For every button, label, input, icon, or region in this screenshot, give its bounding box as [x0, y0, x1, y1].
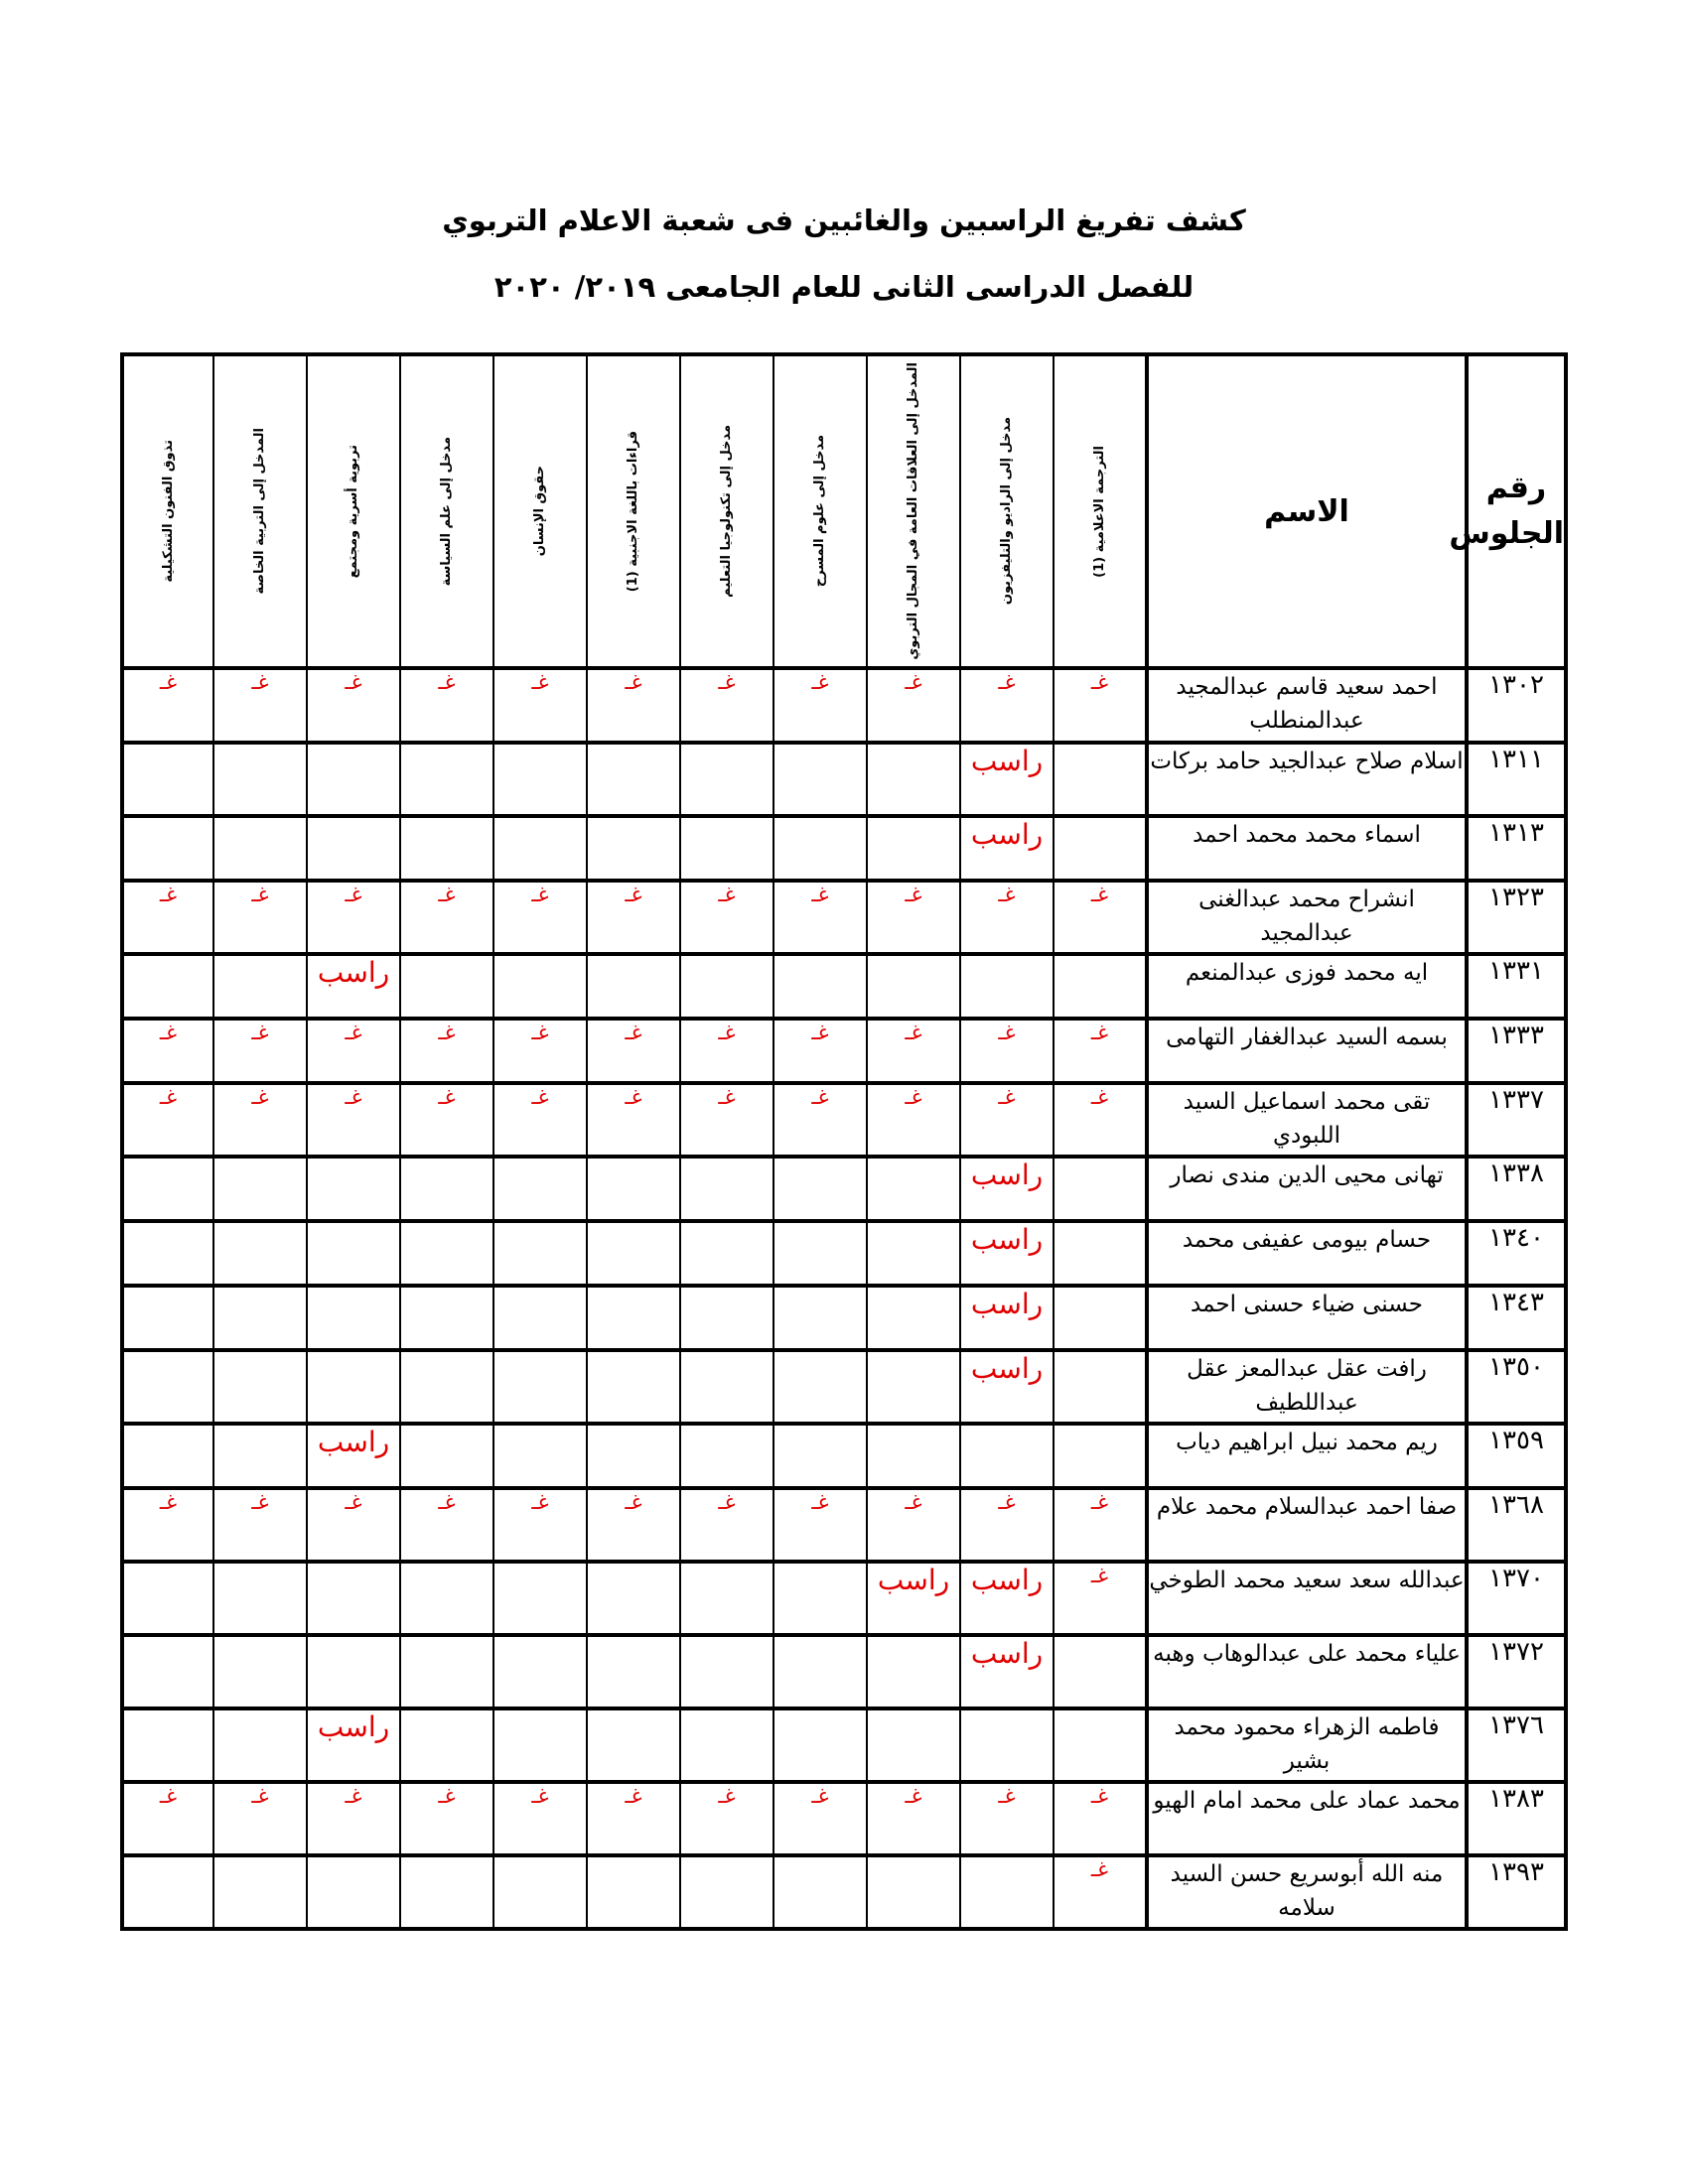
mark-cell: غـ [587, 1019, 680, 1083]
student-name-cell: محمد عماد على محمد امام الهيو [1147, 1782, 1467, 1855]
student-name-cell: علياء محمد على عبدالوهاب وهبه [1147, 1635, 1467, 1708]
mark-cell: غـ [587, 668, 680, 743]
mark-cell [307, 1157, 400, 1221]
mark-cell [680, 816, 774, 881]
mark-cell: راسب [960, 743, 1054, 816]
mark-cell [867, 1855, 960, 1929]
mark-cell [213, 954, 307, 1019]
mark-cell [213, 1221, 307, 1286]
mark-cell [960, 1424, 1054, 1488]
seat-number-cell: ١٣٣١ [1467, 954, 1566, 1019]
mark-cell: راسب [960, 1286, 1054, 1350]
mark-cell: راسب [867, 1562, 960, 1635]
mark-cell [493, 1635, 587, 1708]
seat-number-cell: ١٣٦٨ [1467, 1488, 1566, 1562]
mark-cell: غـ [493, 1488, 587, 1562]
subject-header: تربوية أسرية ومجتمع [307, 354, 400, 668]
mark-cell: غـ [493, 1083, 587, 1157]
table-row [122, 881, 1566, 954]
mark-cell [307, 1350, 400, 1424]
mark-cell: غـ [400, 1488, 493, 1562]
mark-cell [122, 1221, 213, 1286]
mark-cell [774, 1350, 867, 1424]
seat-number-cell: ١٣٧٠ [1467, 1562, 1566, 1635]
mark-cell [213, 1708, 307, 1782]
mark-cell: راسب [960, 816, 1054, 881]
mark-cell: غـ [1054, 1083, 1147, 1157]
mark-cell: غـ [307, 1488, 400, 1562]
mark-cell [122, 743, 213, 816]
mark-cell: غـ [680, 1488, 774, 1562]
mark-cell: غـ [213, 1083, 307, 1157]
mark-cell [493, 1286, 587, 1350]
mark-cell [867, 1286, 960, 1350]
mark-cell: غـ [587, 881, 680, 954]
mark-cell [1054, 1221, 1147, 1286]
results-table [120, 352, 1568, 1931]
mark-cell [960, 954, 1054, 1019]
seat-number-cell: ١٣٥٩ [1467, 1424, 1566, 1488]
mark-cell: غـ [213, 881, 307, 954]
mark-cell: غـ [307, 1782, 400, 1855]
mark-cell [1054, 1157, 1147, 1221]
mark-cell [307, 1635, 400, 1708]
mark-cell [213, 1855, 307, 1929]
mark-cell [400, 816, 493, 881]
mark-cell [1054, 1424, 1147, 1488]
mark-cell [400, 1635, 493, 1708]
seat-number-cell: ١٣١١ [1467, 743, 1566, 816]
table-row [122, 1221, 1566, 1286]
mark-cell [122, 1855, 213, 1929]
student-name-cell: ريم محمد نبيل ابراهيم دياب [1147, 1424, 1467, 1488]
mark-cell: غـ [493, 1782, 587, 1855]
mark-cell: راسب [307, 1424, 400, 1488]
mark-cell: غـ [867, 1019, 960, 1083]
table-row [122, 954, 1566, 1019]
mark-cell: غـ [213, 668, 307, 743]
subject-header: الترجمة الاعلامية (1) [1054, 354, 1147, 668]
mark-cell [122, 1562, 213, 1635]
mark-cell [587, 1424, 680, 1488]
table-row [122, 1286, 1566, 1350]
seat-number-cell: ١٣٠٢ [1467, 668, 1566, 743]
subject-header: قراءات باللغة الاجنبية (1) [587, 354, 680, 668]
document-subtitle: للفصل الدراسى الثانى للعام الجامعى ٢٠١٩/ ٢٠٢٠ [493, 270, 1195, 304]
mark-cell [680, 1562, 774, 1635]
mark-cell: غـ [680, 668, 774, 743]
mark-cell: غـ [774, 1019, 867, 1083]
mark-cell [493, 1855, 587, 1929]
mark-cell [493, 1708, 587, 1782]
mark-cell: غـ [587, 1083, 680, 1157]
mark-cell: غـ [307, 1019, 400, 1083]
mark-cell [587, 1157, 680, 1221]
mark-cell [213, 816, 307, 881]
mark-cell [400, 954, 493, 1019]
mark-cell: غـ [774, 881, 867, 954]
mark-cell [400, 1562, 493, 1635]
mark-cell [587, 1562, 680, 1635]
mark-cell [213, 1635, 307, 1708]
mark-cell [1054, 743, 1147, 816]
mark-cell [960, 1855, 1054, 1929]
table-row [122, 816, 1566, 881]
mark-cell [774, 743, 867, 816]
mark-cell [122, 1286, 213, 1350]
table-row [122, 1350, 1566, 1424]
table-row [122, 1635, 1566, 1708]
mark-cell [774, 1424, 867, 1488]
mark-cell [774, 1708, 867, 1782]
mark-cell: غـ [774, 1488, 867, 1562]
mark-cell [493, 816, 587, 881]
mark-cell: غـ [213, 1782, 307, 1855]
mark-cell [400, 1708, 493, 1782]
mark-cell: غـ [1054, 881, 1147, 954]
mark-cell [213, 1157, 307, 1221]
student-name-cell: منه الله أبوسريع حسن السيد سلامه [1147, 1855, 1467, 1929]
mark-cell [493, 954, 587, 1019]
student-name-cell: بسمه السيد عبدالغفار التهامى [1147, 1019, 1467, 1083]
mark-cell: غـ [400, 668, 493, 743]
student-name-cell: تهانى محيى الدين مندى نصار [1147, 1157, 1467, 1221]
mark-cell: غـ [680, 881, 774, 954]
mark-cell [213, 1424, 307, 1488]
seat-number-header: رقم الجلوس [1467, 354, 1566, 668]
mark-cell: غـ [680, 1019, 774, 1083]
mark-cell [213, 743, 307, 816]
mark-cell [587, 1855, 680, 1929]
student-name-cell: ايه محمد فوزى عبدالمنعم [1147, 954, 1467, 1019]
mark-cell [400, 1286, 493, 1350]
table-row [122, 1157, 1566, 1221]
mark-cell [867, 1635, 960, 1708]
mark-cell [774, 1157, 867, 1221]
mark-cell [400, 1350, 493, 1424]
mark-cell [1054, 954, 1147, 1019]
seat-number-cell: ١٣٥٠ [1467, 1350, 1566, 1424]
mark-cell: غـ [1054, 1019, 1147, 1083]
mark-cell [774, 816, 867, 881]
mark-cell: غـ [213, 1019, 307, 1083]
mark-cell: غـ [122, 1488, 213, 1562]
mark-cell [307, 1221, 400, 1286]
mark-cell [587, 954, 680, 1019]
mark-cell [493, 1424, 587, 1488]
mark-cell: غـ [1054, 1782, 1147, 1855]
mark-cell [493, 743, 587, 816]
student-name-cell: عبدالله سعد سعيد محمد الطوخي [1147, 1562, 1467, 1635]
seat-number-cell: ١٣٣٨ [1467, 1157, 1566, 1221]
mark-cell: غـ [493, 668, 587, 743]
mark-cell: غـ [122, 668, 213, 743]
table-row [122, 668, 1566, 743]
mark-cell: غـ [1054, 668, 1147, 743]
mark-cell: غـ [867, 881, 960, 954]
mark-cell: غـ [960, 1019, 1054, 1083]
mark-cell [493, 1157, 587, 1221]
subject-header: مدخل إلى تكنولوجيا التعليم [680, 354, 774, 668]
mark-cell [1054, 1286, 1147, 1350]
mark-cell: غـ [122, 1782, 213, 1855]
mark-cell [1054, 1350, 1147, 1424]
mark-cell [493, 1562, 587, 1635]
subject-header: المدخل إلى التربية الخاصة [213, 354, 307, 668]
mark-cell [680, 1424, 774, 1488]
mark-cell: غـ [587, 1782, 680, 1855]
student-name-cell: اسلام صلاح عبدالجيد حامد بركات [1147, 743, 1467, 816]
table-row [122, 1019, 1566, 1083]
mark-cell: غـ [960, 881, 1054, 954]
student-name-cell: حسنى ضياء حسنى احمد [1147, 1286, 1467, 1350]
mark-cell: غـ [960, 668, 1054, 743]
mark-cell: غـ [774, 1083, 867, 1157]
mark-cell [680, 1350, 774, 1424]
table-row [122, 1855, 1566, 1929]
mark-cell: غـ [400, 881, 493, 954]
mark-cell [587, 1221, 680, 1286]
mark-cell: غـ [960, 1488, 1054, 1562]
mark-cell [680, 1157, 774, 1221]
mark-cell: غـ [867, 1488, 960, 1562]
mark-cell: غـ [400, 1019, 493, 1083]
mark-cell [960, 1708, 1054, 1782]
mark-cell: غـ [122, 1019, 213, 1083]
mark-cell: غـ [1054, 1562, 1147, 1635]
mark-cell [587, 1635, 680, 1708]
mark-cell: غـ [774, 668, 867, 743]
subject-header: مدخل إلى علم السياسة [400, 354, 493, 668]
mark-cell [122, 1635, 213, 1708]
mark-cell [680, 1635, 774, 1708]
student-name-cell: فاطمه الزهراء محمود محمد بشير [1147, 1708, 1467, 1782]
seat-number-cell: ١٣٧٢ [1467, 1635, 1566, 1708]
mark-cell: غـ [400, 1083, 493, 1157]
mark-cell: غـ [307, 1083, 400, 1157]
mark-cell [400, 1221, 493, 1286]
table-row [122, 1488, 1566, 1562]
mark-cell: غـ [307, 668, 400, 743]
seat-number-cell: ١٣٢٣ [1467, 881, 1566, 954]
seat-number-cell: ١٣١٣ [1467, 816, 1566, 881]
mark-cell: راسب [960, 1157, 1054, 1221]
mark-cell: غـ [867, 1083, 960, 1157]
mark-cell [213, 1350, 307, 1424]
mark-cell [400, 1424, 493, 1488]
mark-cell: راسب [960, 1635, 1054, 1708]
student-name-cell: اسماء محمد محمد احمد [1147, 816, 1467, 881]
mark-cell [400, 743, 493, 816]
mark-cell: غـ [493, 1019, 587, 1083]
mark-cell: راسب [307, 954, 400, 1019]
mark-cell [1054, 1708, 1147, 1782]
mark-cell [493, 1221, 587, 1286]
mark-cell: غـ [493, 881, 587, 954]
mark-cell: غـ [1054, 1855, 1147, 1929]
mark-cell: غـ [122, 1083, 213, 1157]
mark-cell: راسب [960, 1350, 1054, 1424]
mark-cell [1054, 1635, 1147, 1708]
mark-cell [122, 816, 213, 881]
mark-cell [774, 954, 867, 1019]
mark-cell [307, 1562, 400, 1635]
table-row [122, 1083, 1566, 1157]
mark-cell: غـ [960, 1083, 1054, 1157]
header-row [122, 354, 1566, 668]
mark-cell: غـ [960, 1782, 1054, 1855]
mark-cell [680, 1286, 774, 1350]
mark-cell [122, 1350, 213, 1424]
mark-cell [587, 816, 680, 881]
mark-cell: راسب [307, 1708, 400, 1782]
seat-number-cell: ١٣٧٦ [1467, 1708, 1566, 1782]
mark-cell: غـ [307, 881, 400, 954]
mark-cell [774, 1221, 867, 1286]
mark-cell [307, 1855, 400, 1929]
table-row [122, 1424, 1566, 1488]
mark-cell [493, 1350, 587, 1424]
mark-cell [307, 743, 400, 816]
mark-cell [122, 1157, 213, 1221]
mark-cell: غـ [680, 1083, 774, 1157]
seat-number-cell: ١٣٤٠ [1467, 1221, 1566, 1286]
subject-header: حقوق الإنسان [493, 354, 587, 668]
mark-cell [400, 1157, 493, 1221]
table-row [122, 1782, 1566, 1855]
mark-cell [122, 954, 213, 1019]
seat-number-cell: ١٣٣٣ [1467, 1019, 1566, 1083]
table-row [122, 1708, 1566, 1782]
mark-cell: راسب [960, 1221, 1054, 1286]
subject-header: المدخل إلى العلاقات العامة في المجال التربوي [867, 354, 960, 668]
mark-cell [307, 1286, 400, 1350]
mark-cell [587, 1286, 680, 1350]
mark-cell [680, 954, 774, 1019]
seat-number-cell: ١٣٤٣ [1467, 1286, 1566, 1350]
seat-number-cell: ١٣٣٧ [1467, 1083, 1566, 1157]
mark-cell [867, 954, 960, 1019]
mark-cell [867, 1350, 960, 1424]
mark-cell: غـ [867, 668, 960, 743]
mark-cell [680, 1855, 774, 1929]
student-name-cell: احمد سعيد قاسم عبدالمجيد عبدالمنطلب [1147, 668, 1467, 743]
mark-cell [400, 1855, 493, 1929]
mark-cell [587, 1708, 680, 1782]
student-name-cell: تقى محمد اسماعيل السيد اللبودي [1147, 1083, 1467, 1157]
mark-cell: غـ [774, 1782, 867, 1855]
mark-cell: غـ [1054, 1488, 1147, 1562]
mark-cell [587, 1350, 680, 1424]
mark-cell [587, 743, 680, 816]
mark-cell [213, 1286, 307, 1350]
mark-cell [867, 816, 960, 881]
mark-cell [1054, 816, 1147, 881]
mark-cell [213, 1562, 307, 1635]
seat-number-cell: ١٣٨٣ [1467, 1782, 1566, 1855]
mark-cell [774, 1635, 867, 1708]
mark-cell [774, 1286, 867, 1350]
mark-cell: راسب [960, 1562, 1054, 1635]
mark-cell [867, 743, 960, 816]
mark-cell: غـ [400, 1782, 493, 1855]
mark-cell: غـ [213, 1488, 307, 1562]
mark-cell: غـ [867, 1782, 960, 1855]
table-row [122, 743, 1566, 816]
student-name-cell: رافت عقل عبدالمعز عقل عبداللطيف [1147, 1350, 1467, 1424]
mark-cell [680, 1708, 774, 1782]
document-title: كشف تفريغ الراسبين والغائبين فى شعبة الاعلام التربوي [442, 204, 1246, 237]
subject-header: مدخل إلى علوم المسرح [774, 354, 867, 668]
mark-cell [867, 1157, 960, 1221]
mark-cell [307, 816, 400, 881]
mark-cell [774, 1855, 867, 1929]
mark-cell [680, 743, 774, 816]
mark-cell [867, 1424, 960, 1488]
mark-cell [867, 1221, 960, 1286]
mark-cell [680, 1221, 774, 1286]
mark-cell [774, 1562, 867, 1635]
mark-cell [867, 1708, 960, 1782]
table-row [122, 1562, 1566, 1635]
student-name-cell: حسام بيومى عفيفى محمد [1147, 1221, 1467, 1286]
subject-header: مدخل إلى الراديو والتليفزيون [960, 354, 1054, 668]
mark-cell [122, 1424, 213, 1488]
seat-number-cell: ١٣٩٣ [1467, 1855, 1566, 1929]
student-name-cell: صفا احمد عبدالسلام محمد علام [1147, 1488, 1467, 1562]
name-header: الاسم [1147, 354, 1467, 668]
mark-cell: غـ [587, 1488, 680, 1562]
mark-cell: غـ [680, 1782, 774, 1855]
subject-header: تذوق الفنون التشكيلية [122, 354, 213, 668]
mark-cell [122, 1708, 213, 1782]
mark-cell: غـ [122, 881, 213, 954]
student-name-cell: انشراح محمد عبدالغنى عبدالمجيد [1147, 881, 1467, 954]
